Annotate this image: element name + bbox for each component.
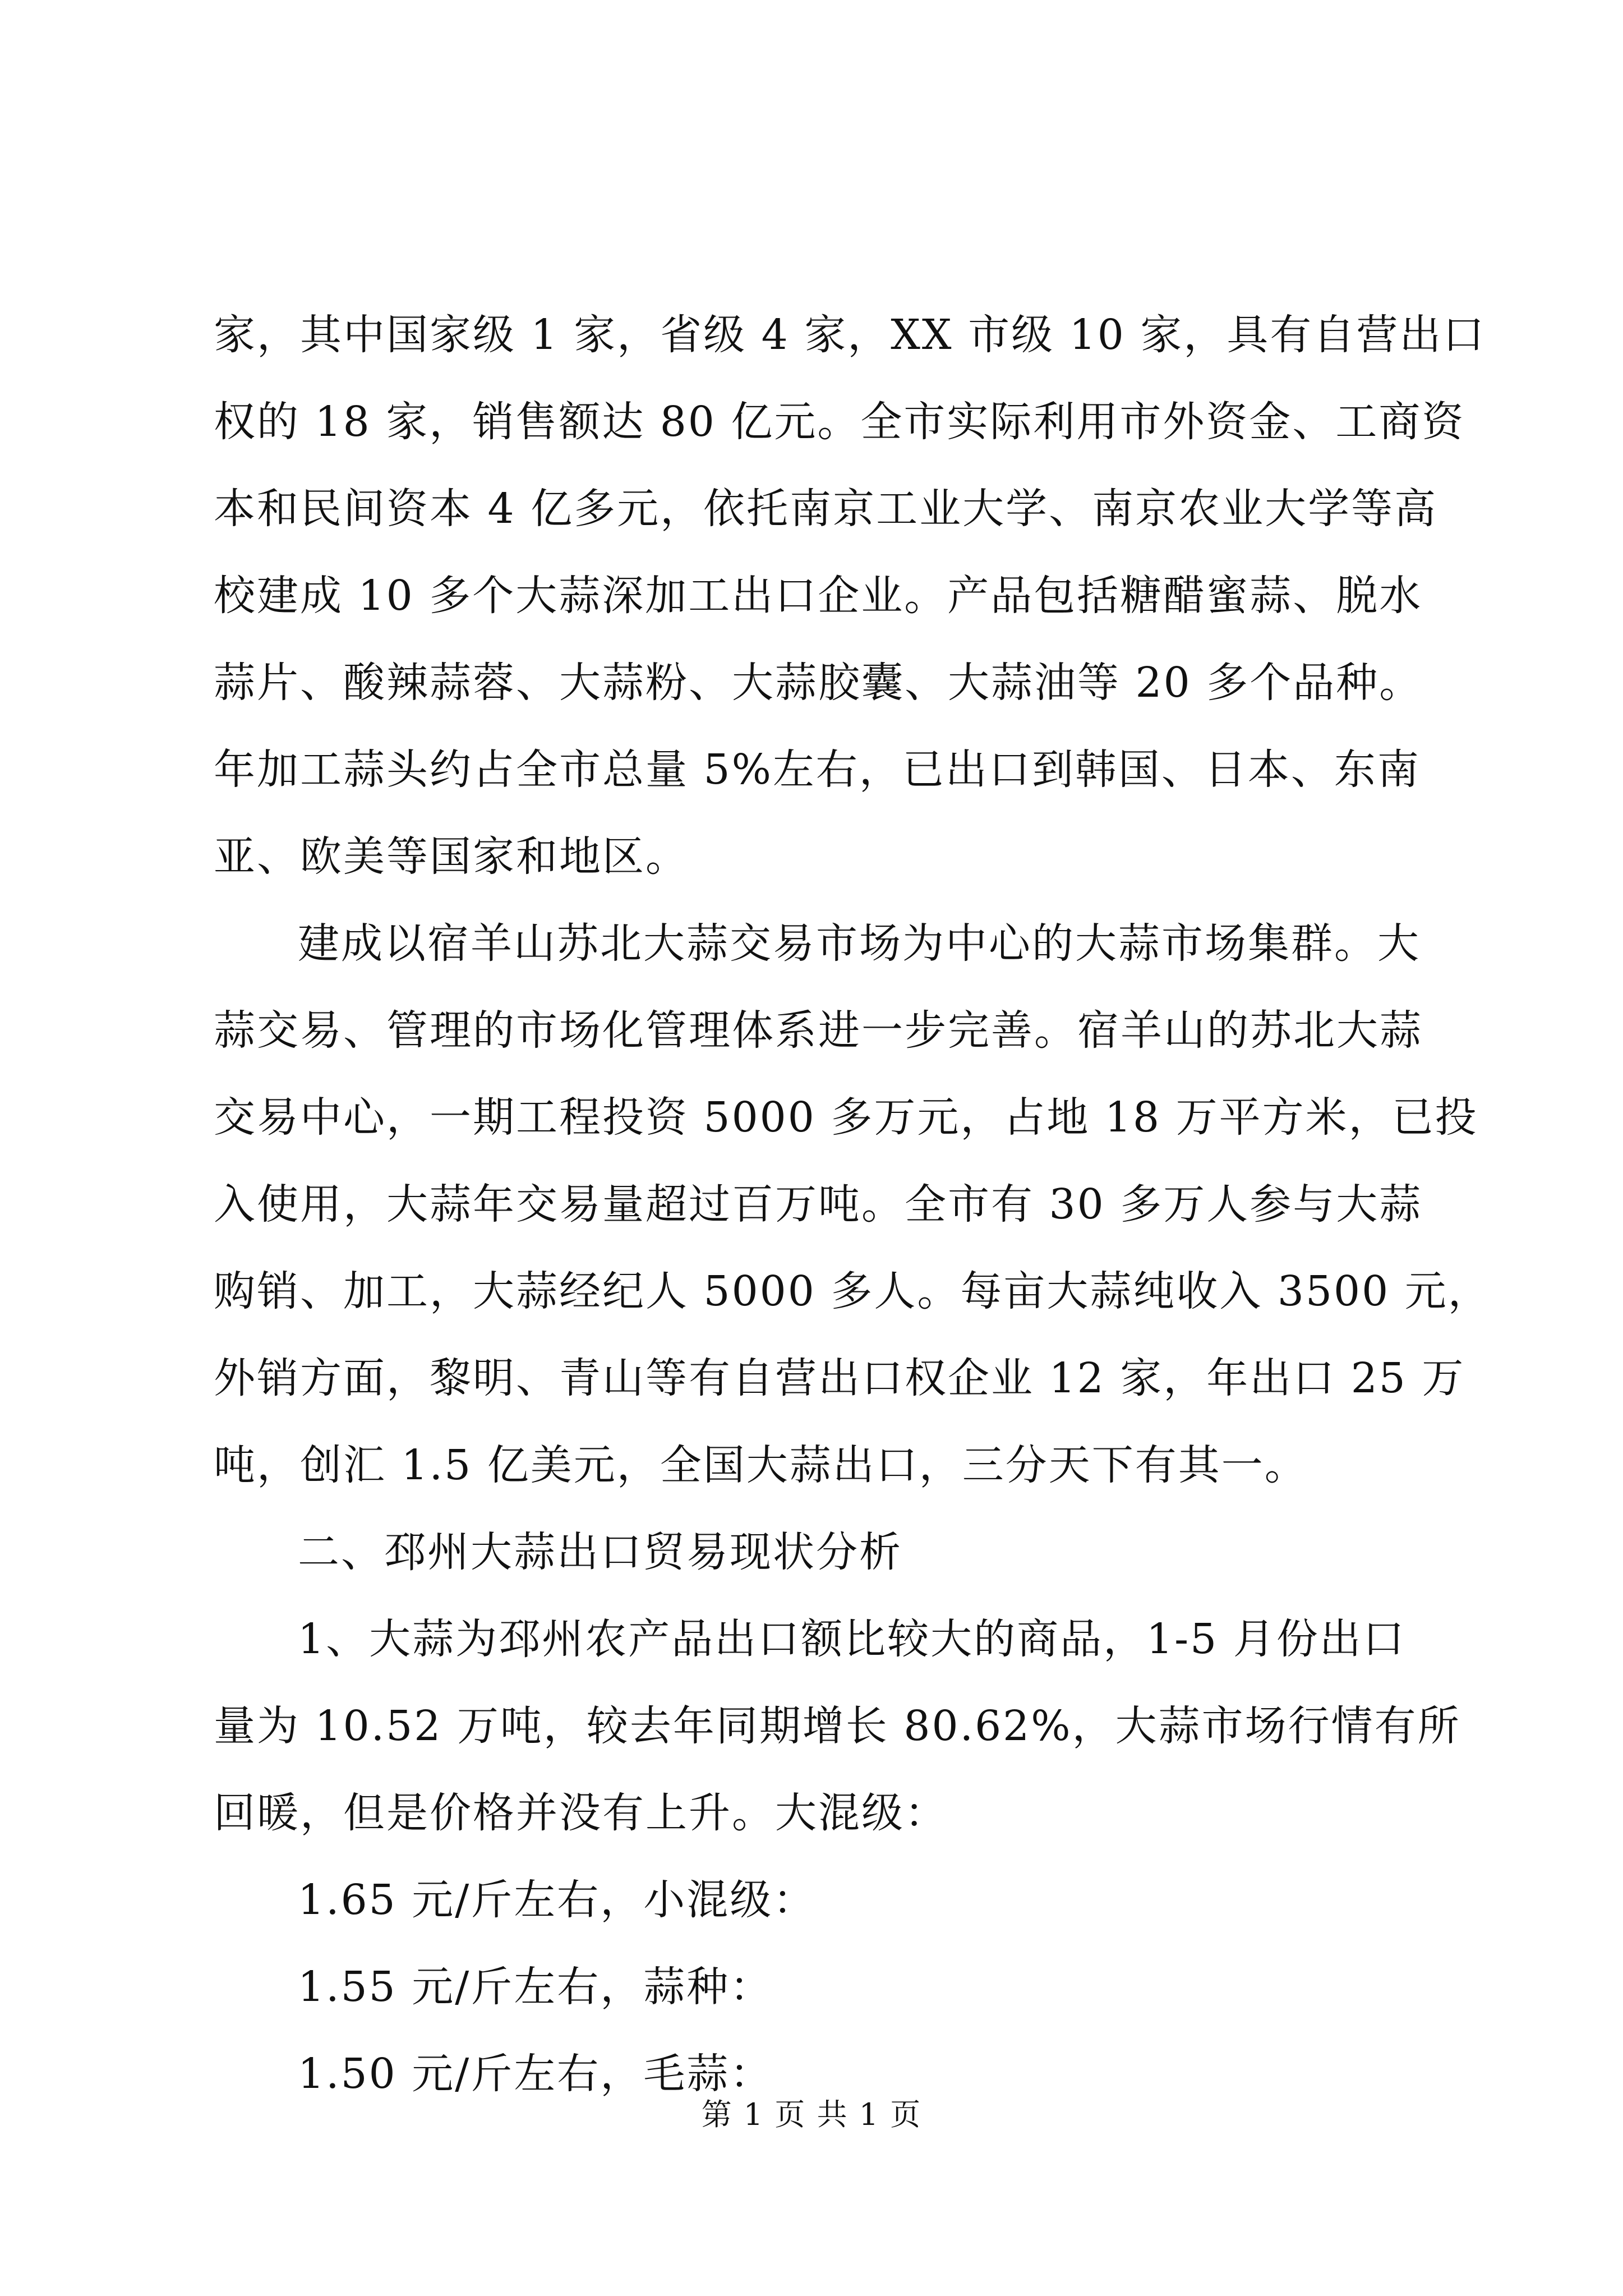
page-footer <box>0 2092 1623 2137</box>
paragraph-market-start: 建成以宿羊山苏北大蒜交易市场为中心的大蒜市场集群。大 <box>298 919 1421 968</box>
document-body <box>214 292 1491 2118</box>
text-line-7: 亚、欧美等国家和地区。 <box>214 832 689 881</box>
text-line-10: 交易中心，一期工程投资 5000 多万元，占地 18 万平方米，已投 <box>214 1093 1478 1142</box>
text-line-13: 外销方面，黎明、青山等有自营出口权企业 12 家，年出口 25 万 <box>214 1354 1465 1402</box>
price-line-3: 1.50 元/斤左右，毛蒜： <box>298 2050 773 2098</box>
page-number-label: 第 1 页 共 1 页 <box>701 2097 922 2132</box>
text-line-5: 蒜片、酸辣蒜蓉、大蒜粉、大蒜胶囊、大蒜油等 20 多个品种。 <box>214 659 1423 707</box>
text-line-3: 本和民间资本 4 亿多元，依托南京工业大学、南京农业大学等高 <box>214 485 1438 533</box>
text-line-14: 吨，创汇 1.5 亿美元，全国大蒜出口，三分天下有其一。 <box>214 1441 1308 1489</box>
price-line-2: 1.55 元/斤左右，蒜种： <box>298 1963 773 2011</box>
text-line-12: 购销、加工，大蒜经纪人 5000 多人。每亩大蒜纯收入 3500 元， <box>214 1267 1491 1315</box>
text-line-17: 量为 10.52 万吨，较去年同期增长 80.62%，大蒜市场行情有所 <box>214 1702 1461 1750</box>
text-line-1: 家，其中国家级 1 家，省级 4 家，XX 市级 10 家，具有自营出口 <box>214 311 1486 359</box>
text-line-2: 权的 18 家，销售额达 80 亿元。全市实际利用市外资金、工商资 <box>214 398 1465 446</box>
price-line-1: 1.65 元/斤左右，小混级： <box>298 1876 817 1924</box>
paragraph-item-1-start: 1、大蒜为邳州农产品出口额比较大的商品，1-5 月份出口 <box>298 1615 1406 1663</box>
text-line-11: 入使用，大蒜年交易量超过百万吨。全市有 30 多万人参与大蒜 <box>214 1180 1423 1228</box>
text-line-9: 蒜交易、管理的市场化管理体系进一步完善。宿羊山的苏北大蒜 <box>214 1006 1423 1055</box>
text-line-18: 回暖，但是价格并没有上升。大混级： <box>214 1789 948 1837</box>
section-heading: 二、邳州大蒜出口贸易现状分析 <box>298 1528 902 1576</box>
text-line-6: 年加工蒜头约占全市总量 5%左右，已出口到韩国、日本、东南 <box>214 746 1421 794</box>
text-line-4: 校建成 10 多个大蒜深加工出口企业。产品包括糖醋蜜蒜、脱水 <box>214 572 1423 620</box>
